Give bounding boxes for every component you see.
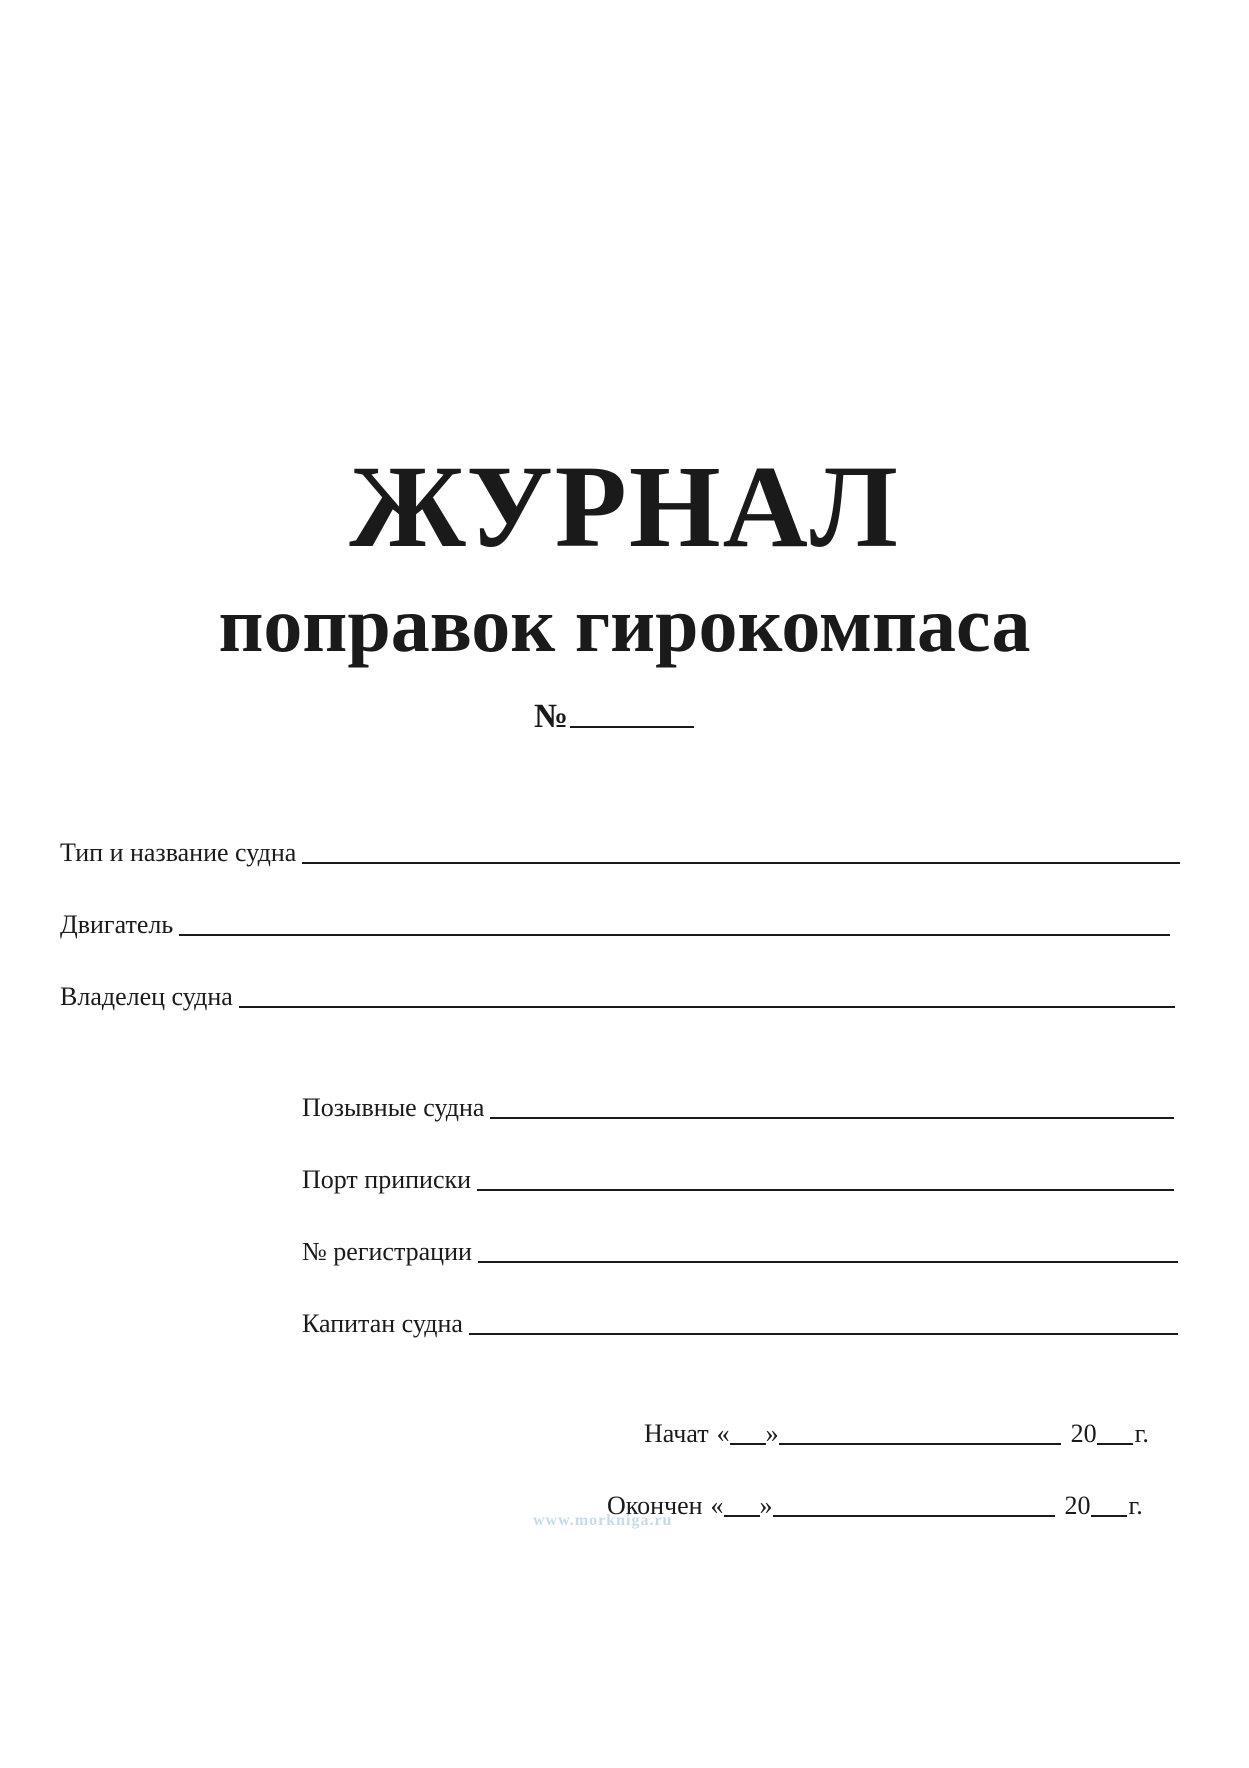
day-blank-line [724, 1515, 760, 1517]
date-started-label: Начат [644, 1419, 709, 1448]
field-blank-line [477, 1189, 1174, 1191]
year-suffix: г. [1128, 1491, 1143, 1520]
field-label: Владелец судна [60, 982, 233, 1011]
field-blank-line [478, 1261, 1178, 1263]
field-blank-line [469, 1333, 1178, 1335]
field-registration-no [302, 1239, 1178, 1265]
field-blank-line [179, 934, 1170, 936]
field-vessel-type-name [60, 840, 1180, 866]
open-quote: « [710, 1491, 724, 1520]
year-blank-line [1091, 1515, 1127, 1517]
open-quote: « [716, 1419, 730, 1448]
field-label: Тип и название судна [60, 838, 297, 867]
field-engine [60, 912, 1170, 938]
field-label: Позывные судна [302, 1093, 485, 1122]
journal-number [534, 698, 694, 736]
month-blank-line [779, 1443, 1061, 1445]
close-quote: » [759, 1491, 773, 1520]
page-subtitle: поправок гирокомпаса [218, 581, 1031, 668]
page-title: ЖУРНАЛ [349, 441, 900, 572]
field-label: Порт приписки [302, 1165, 472, 1194]
field-blank-line [490, 1117, 1174, 1119]
watermark: www.morkniga.ru [533, 1512, 673, 1529]
date-started-row [644, 1421, 1149, 1447]
number-label: № [534, 698, 569, 735]
day-blank-line [730, 1443, 766, 1445]
year-prefix: 20 [1070, 1419, 1097, 1448]
field-owner [60, 984, 1175, 1010]
field-label: № регистрации [302, 1237, 472, 1266]
date-finished-row [607, 1493, 1143, 1519]
month-blank-line [773, 1515, 1055, 1517]
close-quote: » [765, 1419, 779, 1448]
field-label: Двигатель [60, 910, 174, 939]
field-home-port [302, 1167, 1174, 1193]
field-blank-line [302, 862, 1180, 864]
field-call-sign [302, 1095, 1174, 1121]
year-blank-line [1097, 1443, 1133, 1445]
field-blank-line [239, 1006, 1175, 1008]
number-blank-line [570, 726, 694, 728]
field-label: Капитан судна [302, 1309, 463, 1338]
date-finished-label: Окончен [607, 1491, 703, 1520]
year-suffix: г. [1134, 1419, 1149, 1448]
year-prefix: 20 [1064, 1491, 1091, 1520]
field-captain [302, 1311, 1178, 1337]
